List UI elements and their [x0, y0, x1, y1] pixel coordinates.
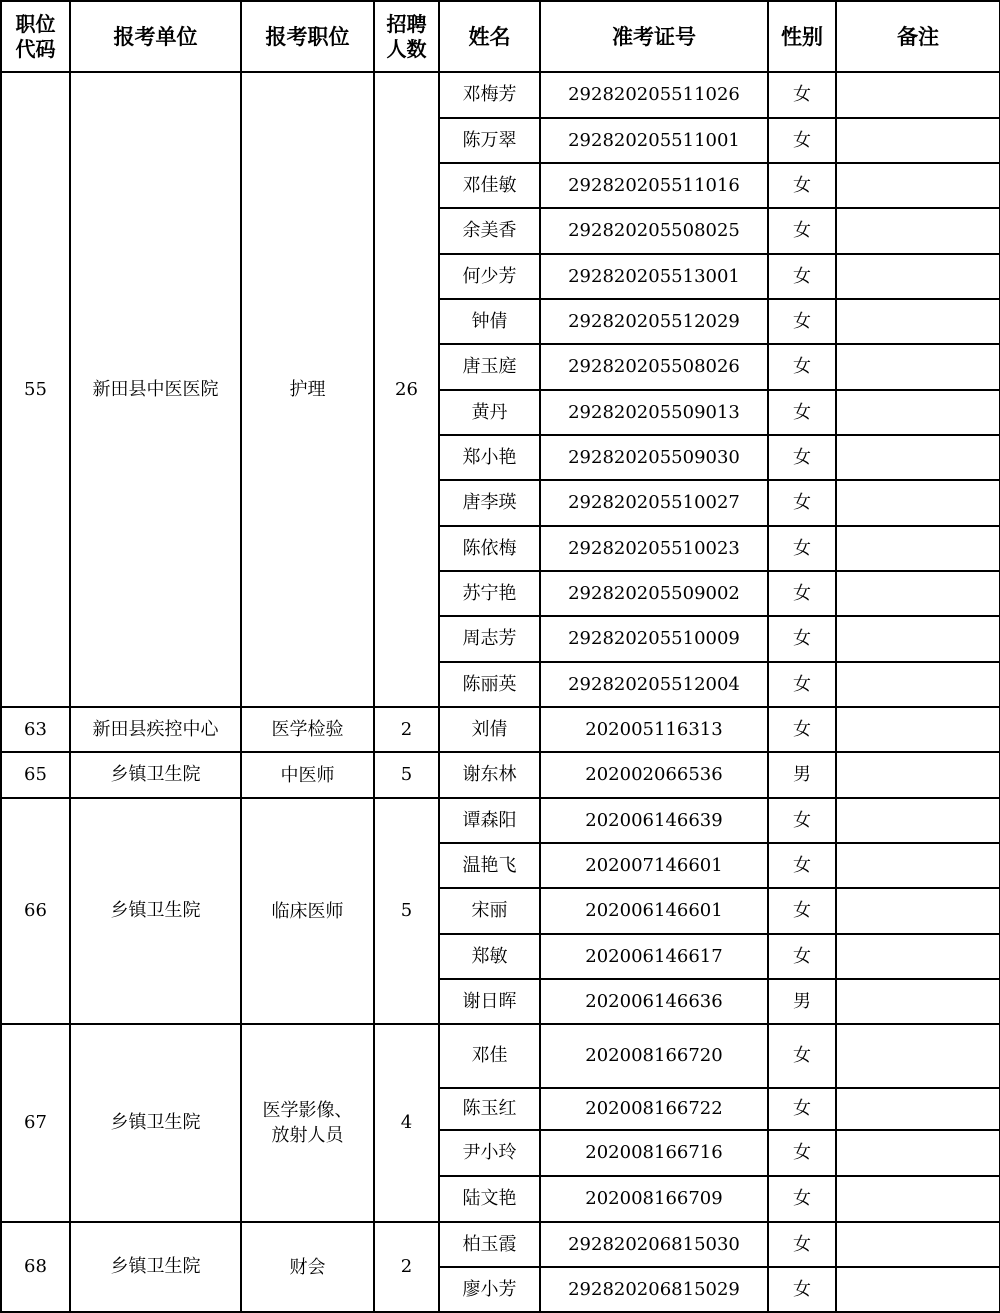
remark-cell: [836, 526, 1000, 571]
gender-cell: 女: [768, 934, 836, 979]
name-cell: 唐玉庭: [439, 344, 540, 390]
table-row: [1, 752, 1000, 798]
ticket-number-cell: 202007146601: [540, 843, 768, 888]
header-quota: 招聘 人数: [374, 1, 439, 72]
remark-cell: [836, 344, 1000, 390]
name-cell: 唐李瑛: [439, 480, 540, 526]
name-cell: 黄丹: [439, 390, 540, 435]
name-cell: 谢日晖: [439, 979, 540, 1024]
ticket-number-cell: 292820205510023: [540, 526, 768, 571]
remark-cell: [836, 1130, 1000, 1176]
remark-cell: [836, 843, 1000, 888]
gender-cell: 女: [768, 616, 836, 662]
gender-cell: 女: [768, 118, 836, 163]
table-row: [1, 72, 1000, 118]
position-line: 医学影像、: [262, 1100, 353, 1121]
remark-cell: [836, 72, 1000, 118]
gender-cell: 女: [768, 1024, 836, 1088]
position-line: 放射人员: [271, 1125, 344, 1146]
remark-cell: [836, 299, 1000, 344]
name-cell: 邓佳敏: [439, 163, 540, 208]
ticket-number-cell: 292820205511001: [540, 118, 768, 163]
quota-cell: 2: [374, 1222, 439, 1312]
quota-cell: 5: [374, 752, 439, 798]
roster-body: [1, 72, 1000, 1312]
header-gender: 性别: [768, 1, 836, 72]
unit-cell: 新田县疾控中心: [70, 707, 241, 752]
remark-cell: [836, 1088, 1000, 1130]
name-cell: 苏宁艳: [439, 571, 540, 616]
ticket-number-cell: 292820205509030: [540, 435, 768, 480]
position-cell: [241, 1222, 374, 1312]
unit-cell: 乡镇卫生院: [70, 1222, 241, 1312]
name-cell: 柏玉霞: [439, 1222, 540, 1267]
ticket-number-cell: 292820205510027: [540, 480, 768, 526]
position-code-cell: 66: [1, 798, 70, 1024]
name-cell: 余美香: [439, 208, 540, 254]
name-cell: 廖小芳: [439, 1267, 540, 1312]
ticket-number-cell: 202008166709: [540, 1176, 768, 1222]
remark-cell: [836, 934, 1000, 979]
name-cell: 陈丽英: [439, 662, 540, 707]
position-line: 财会: [289, 1256, 326, 1278]
gender-cell: 女: [768, 843, 836, 888]
quota-cell: 26: [374, 72, 439, 707]
position-cell: [241, 752, 374, 798]
table-row: [1, 1024, 1000, 1088]
gender-cell: 女: [768, 1176, 836, 1222]
position-cell: [241, 72, 374, 707]
ticket-number-cell: 292820205510009: [540, 616, 768, 662]
table-row: [1, 707, 1000, 752]
header-code: 职位 代码: [1, 1, 70, 72]
ticket-number-cell: 292820205512029: [540, 299, 768, 344]
ticket-number-cell: 202008166716: [540, 1130, 768, 1176]
position-code-cell: 63: [1, 707, 70, 752]
position-line: 医学检验: [271, 719, 344, 740]
name-cell: 郑敏: [439, 934, 540, 979]
remark-cell: [836, 571, 1000, 616]
quota-cell: 2: [374, 707, 439, 752]
remark-cell: [836, 752, 1000, 798]
remark-cell: [836, 662, 1000, 707]
gender-cell: 女: [768, 254, 836, 299]
position-cell: [241, 1024, 374, 1222]
ticket-number-cell: 202002066536: [540, 752, 768, 798]
name-cell: 温艳飞: [439, 843, 540, 888]
ticket-number-cell: 292820205511016: [540, 163, 768, 208]
gender-cell: 男: [768, 752, 836, 798]
gender-cell: 女: [768, 1222, 836, 1267]
name-cell: 郑小艳: [439, 435, 540, 480]
gender-cell: 女: [768, 662, 836, 707]
gender-cell: 女: [768, 390, 836, 435]
ticket-number-cell: 292820205508025: [540, 208, 768, 254]
remark-cell: [836, 390, 1000, 435]
name-cell: 谭森阳: [439, 798, 540, 843]
name-cell: 邓梅芳: [439, 72, 540, 118]
ticket-number-cell: 202006146636: [540, 979, 768, 1024]
remark-cell: [836, 208, 1000, 254]
header-remark: 备注: [836, 1, 1000, 72]
remark-cell: [836, 254, 1000, 299]
name-cell: 谢东林: [439, 752, 540, 798]
ticket-number-cell: 202006146639: [540, 798, 768, 843]
gender-cell: 女: [768, 571, 836, 616]
remark-cell: [836, 798, 1000, 843]
header-ticket: 准考证号: [540, 1, 768, 72]
name-cell: 陈万翠: [439, 118, 540, 163]
ticket-number-cell: 202006146617: [540, 934, 768, 979]
unit-cell: 乡镇卫生院: [70, 1024, 241, 1222]
ticket-number-cell: 292820205509002: [540, 571, 768, 616]
ticket-number-cell: 292820206815029: [540, 1267, 768, 1312]
unit-cell: 新田县中医医院: [70, 72, 241, 707]
name-cell: 陈依梅: [439, 526, 540, 571]
remark-cell: [836, 616, 1000, 662]
quota-cell: 5: [374, 798, 439, 1024]
remark-cell: [836, 163, 1000, 208]
remark-cell: [836, 888, 1000, 934]
remark-cell: [836, 118, 1000, 163]
gender-cell: 男: [768, 979, 836, 1024]
unit-cell: 乡镇卫生院: [70, 798, 241, 1024]
gender-cell: 女: [768, 1088, 836, 1130]
name-cell: 陈玉红: [439, 1088, 540, 1130]
gender-cell: 女: [768, 299, 836, 344]
gender-cell: 女: [768, 72, 836, 118]
ticket-number-cell: 292820206815030: [540, 1222, 768, 1267]
name-cell: 陆文艳: [439, 1176, 540, 1222]
gender-cell: 女: [768, 707, 836, 752]
gender-cell: 女: [768, 1130, 836, 1176]
ticket-number-cell: 292820205513001: [540, 254, 768, 299]
remark-cell: [836, 979, 1000, 1024]
header-name: 姓名: [439, 1, 540, 72]
position-line: 护理: [289, 379, 326, 400]
gender-cell: 女: [768, 208, 836, 254]
header-unit: 报考单位: [70, 1, 241, 72]
gender-cell: 女: [768, 526, 836, 571]
remark-cell: [836, 435, 1000, 480]
ticket-number-cell: 292820205508026: [540, 344, 768, 390]
position-code-cell: 67: [1, 1024, 70, 1222]
header-row: [1, 1, 1000, 72]
remark-cell: [836, 480, 1000, 526]
gender-cell: 女: [768, 435, 836, 480]
position-line: 中医师: [280, 764, 335, 786]
table-row: [1, 1222, 1000, 1267]
remark-cell: [836, 707, 1000, 752]
position-cell: [241, 798, 374, 1024]
quota-cell: 4: [374, 1024, 439, 1222]
ticket-number-cell: 292820205509013: [540, 390, 768, 435]
name-cell: 尹小玲: [439, 1130, 540, 1176]
header-position: 报考职位: [241, 1, 374, 72]
remark-cell: [836, 1267, 1000, 1312]
position-line: 临床医师: [271, 900, 344, 922]
ticket-number-cell: 202008166722: [540, 1088, 768, 1130]
position-cell: [241, 707, 374, 752]
name-cell: 刘倩: [439, 707, 540, 752]
remark-cell: [836, 1176, 1000, 1222]
ticket-number-cell: 202008166720: [540, 1024, 768, 1088]
position-code-cell: 65: [1, 752, 70, 798]
gender-cell: 女: [768, 1267, 836, 1312]
gender-cell: 女: [768, 163, 836, 208]
gender-cell: 女: [768, 888, 836, 934]
remark-cell: [836, 1024, 1000, 1088]
unit-cell: 乡镇卫生院: [70, 752, 241, 798]
name-cell: 邓佳: [439, 1024, 540, 1088]
ticket-number-cell: 202005116313: [540, 707, 768, 752]
position-code-cell: 68: [1, 1222, 70, 1312]
gender-cell: 女: [768, 480, 836, 526]
ticket-number-cell: 292820205511026: [540, 72, 768, 118]
position-code-cell: 55: [1, 72, 70, 707]
remark-cell: [836, 1222, 1000, 1267]
name-cell: 何少芳: [439, 254, 540, 299]
gender-cell: 女: [768, 798, 836, 843]
name-cell: 周志芳: [439, 616, 540, 662]
gender-cell: 女: [768, 344, 836, 390]
name-cell: 钟倩: [439, 299, 540, 344]
name-cell: 宋丽: [439, 888, 540, 934]
table-row: [1, 798, 1000, 843]
ticket-number-cell: 292820205512004: [540, 662, 768, 707]
ticket-number-cell: 202006146601: [540, 888, 768, 934]
